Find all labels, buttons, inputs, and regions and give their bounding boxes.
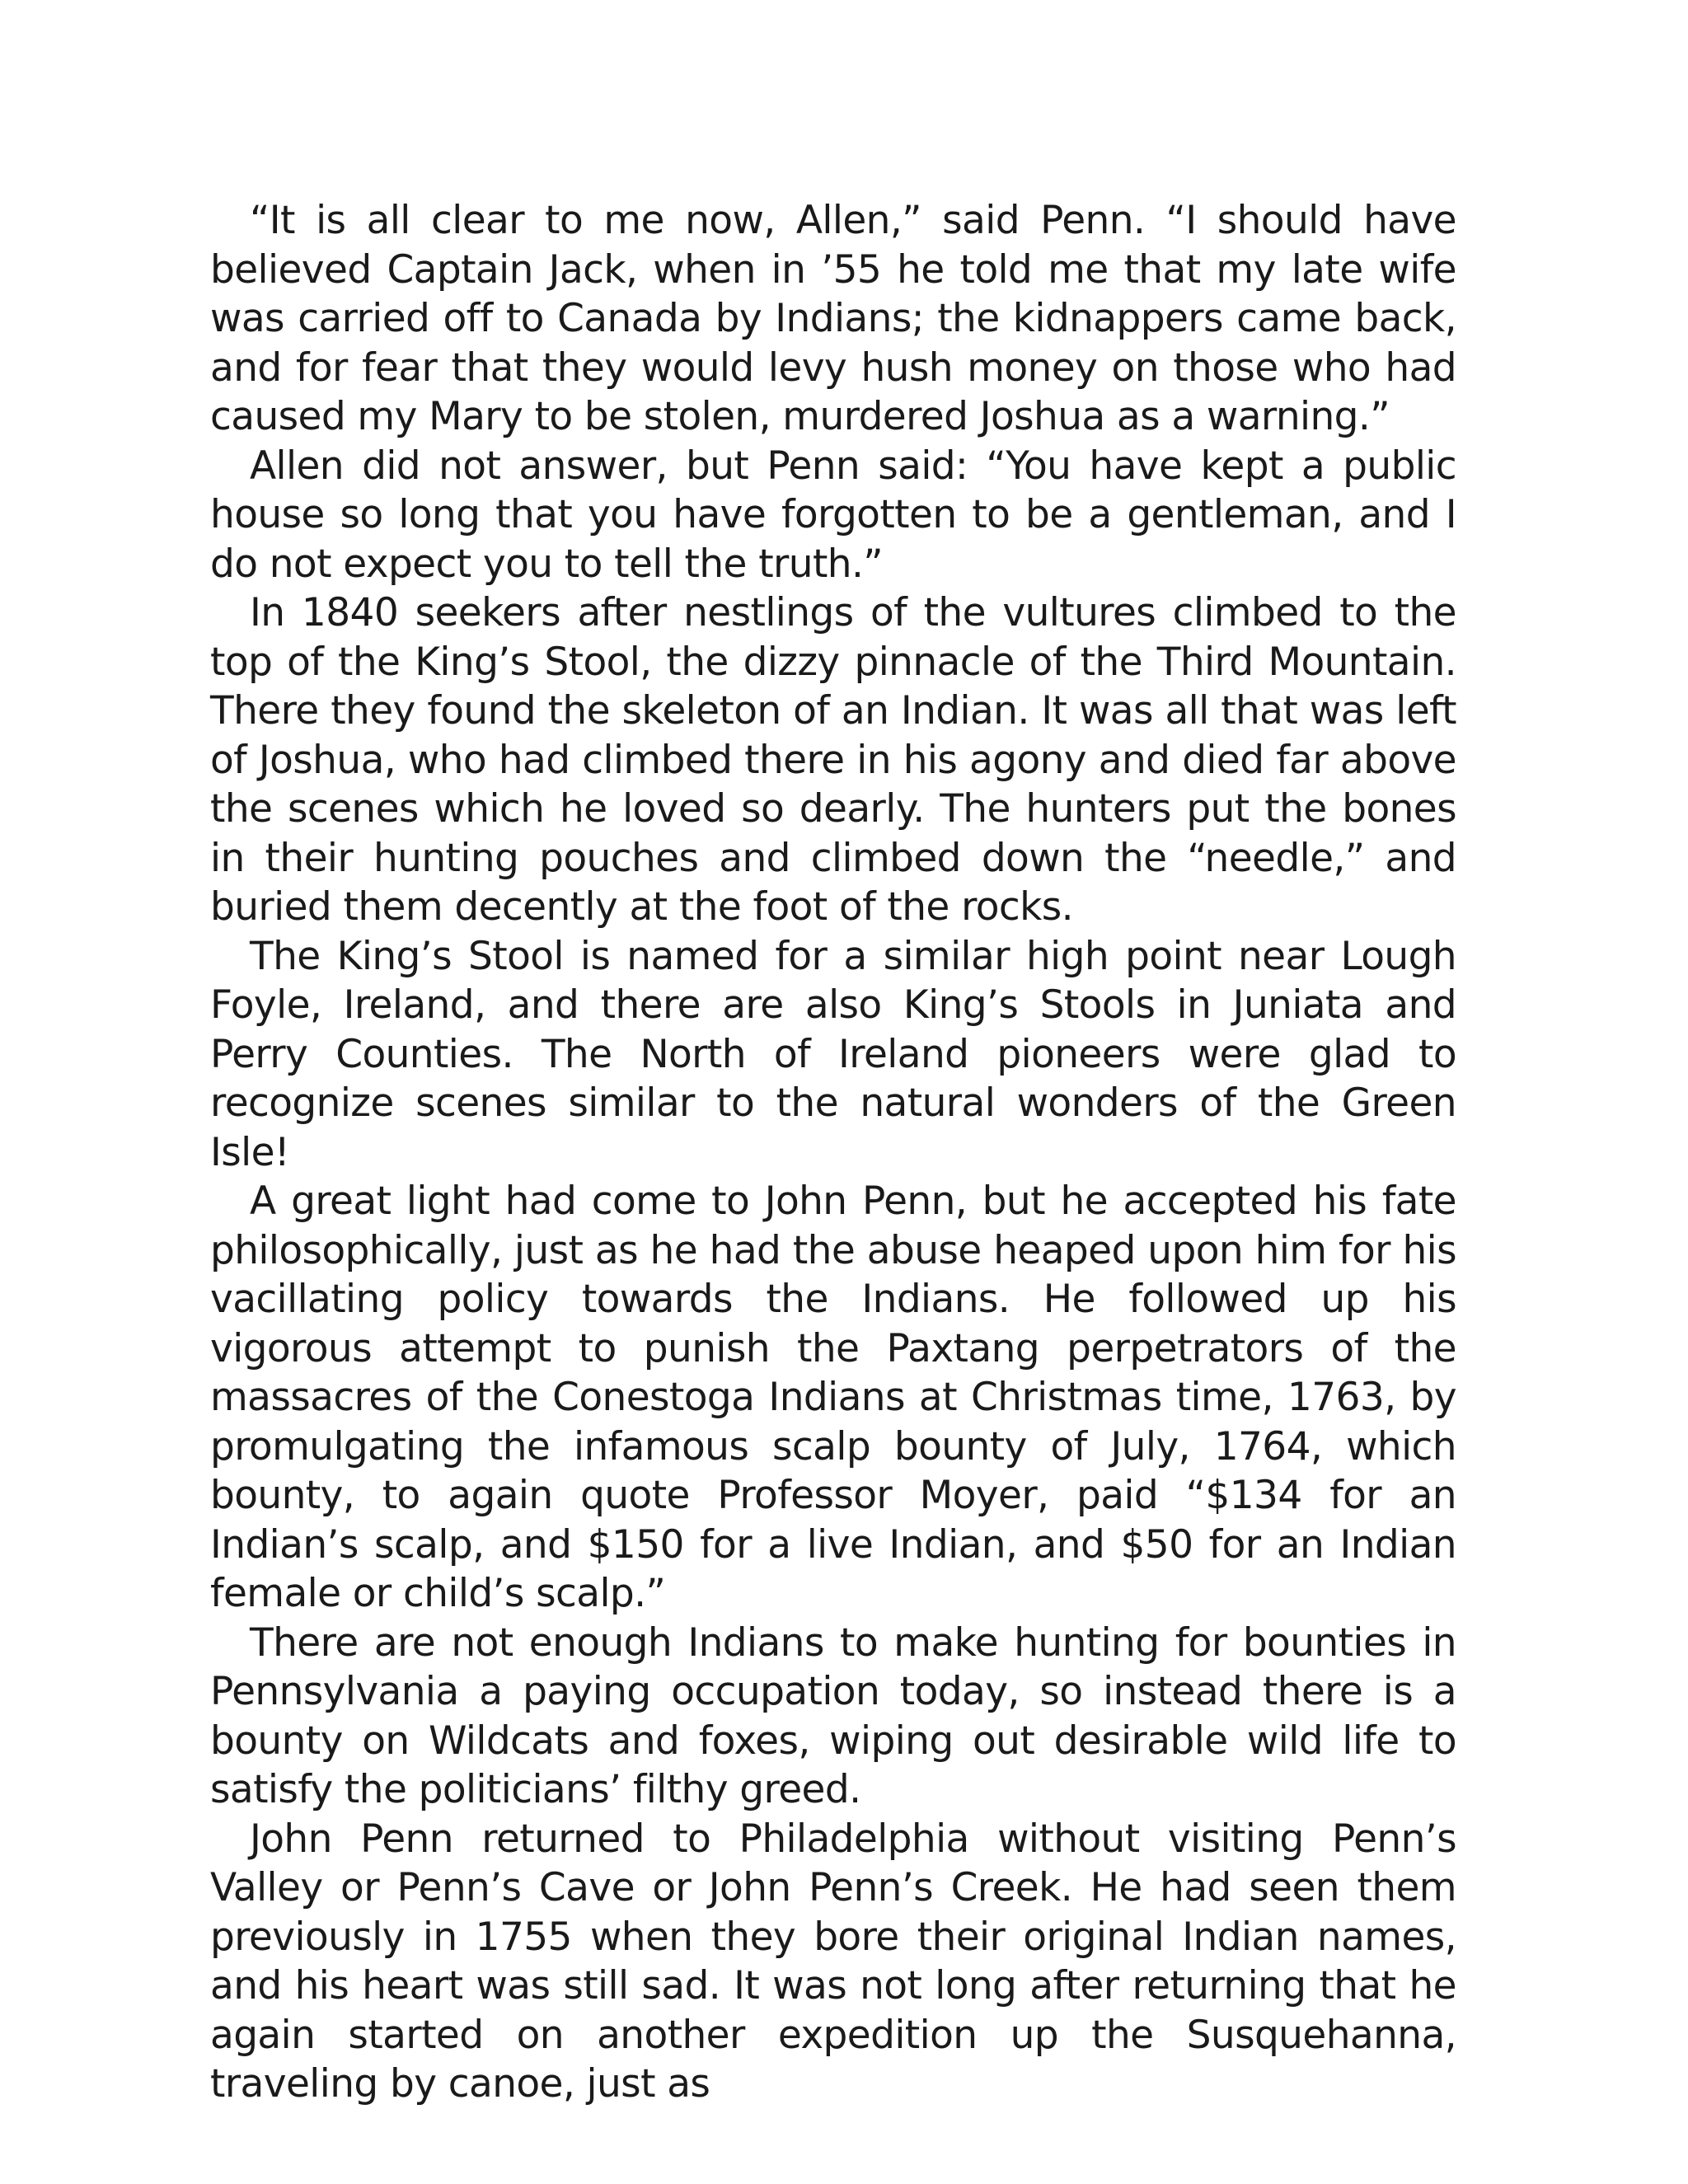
paragraph: The King’s Stool is named for a similar high point near Lough Foyle, Ireland, and there are also King’s Stools in Juniata and Perry Counties. The North of Ireland pioneers were glad to recognize scenes similar to the natural wonders of the Green Isle! — [210, 933, 1456, 1175]
paragraph: “It is all clear to me now, Allen,” said Penn. “I should have believed Captain Jack, when in ’55 he told me that my late wife was carried off to Canada by Indians; the kidnappers came back, and for fear that they would levy hush money on those who had caused my Mary to be stolen, murdered Joshua as a warning.” — [210, 198, 1456, 439]
page-body — [210, 196, 1456, 2109]
paragraph: There are not enough Indians to make hunting for bounties in Pennsylvania a paying occupation today, so instead there is a bounty on Wildcats and foxes, wiping out desirable wild life to satisfy the politicians’ filthy greed. — [210, 1619, 1456, 1812]
paragraph: John Penn returned to Philadelphia without visiting Penn’s Valley or Penn’s Cave or John Penn’s Creek. He had seen them previously in 1755 when they bore their original Indian names, and his heart was still sad. It was not long after returning that he again started on another expedition up the Susquehanna, traveling by canoe, just as — [210, 1816, 1456, 2107]
paragraph: A great light had come to John Penn, but he accepted his fate philosophically, just as he had the abuse heaped upon him for his vacillating policy towards the Indians. He followed up his vigorous attempt to punish the Paxtang perpetrators of the massacres of the Conestoga Indians at Christmas time, 1763, by promulgating the infamous scalp bounty of July, 1764, which bounty, to again quote Professor Moyer, paid “$134 for an Indian’s scalp, and $150 for a live Indian, and $50 for an Indian female or child’s scalp.” — [210, 1179, 1456, 1616]
paragraph: Allen did not answer, but Penn said: “You have kept a public house so long that you have forgotten to be a gentleman, and I do not expect you to tell the truth.” — [210, 443, 1456, 587]
paragraph: In 1840 seekers after nestlings of the vultures climbed to the top of the King’s Stool, the dizzy pinnacle of the Third Mountain. There they found the skeleton of an Indian. It was all that was left of Joshua, who had climbed there in his agony and died far above the scenes which he loved so dearly. The hunters put the bones in their hunting pouches and climbed down the “needle,” and buried them decently at the foot of the rocks. — [210, 590, 1456, 930]
